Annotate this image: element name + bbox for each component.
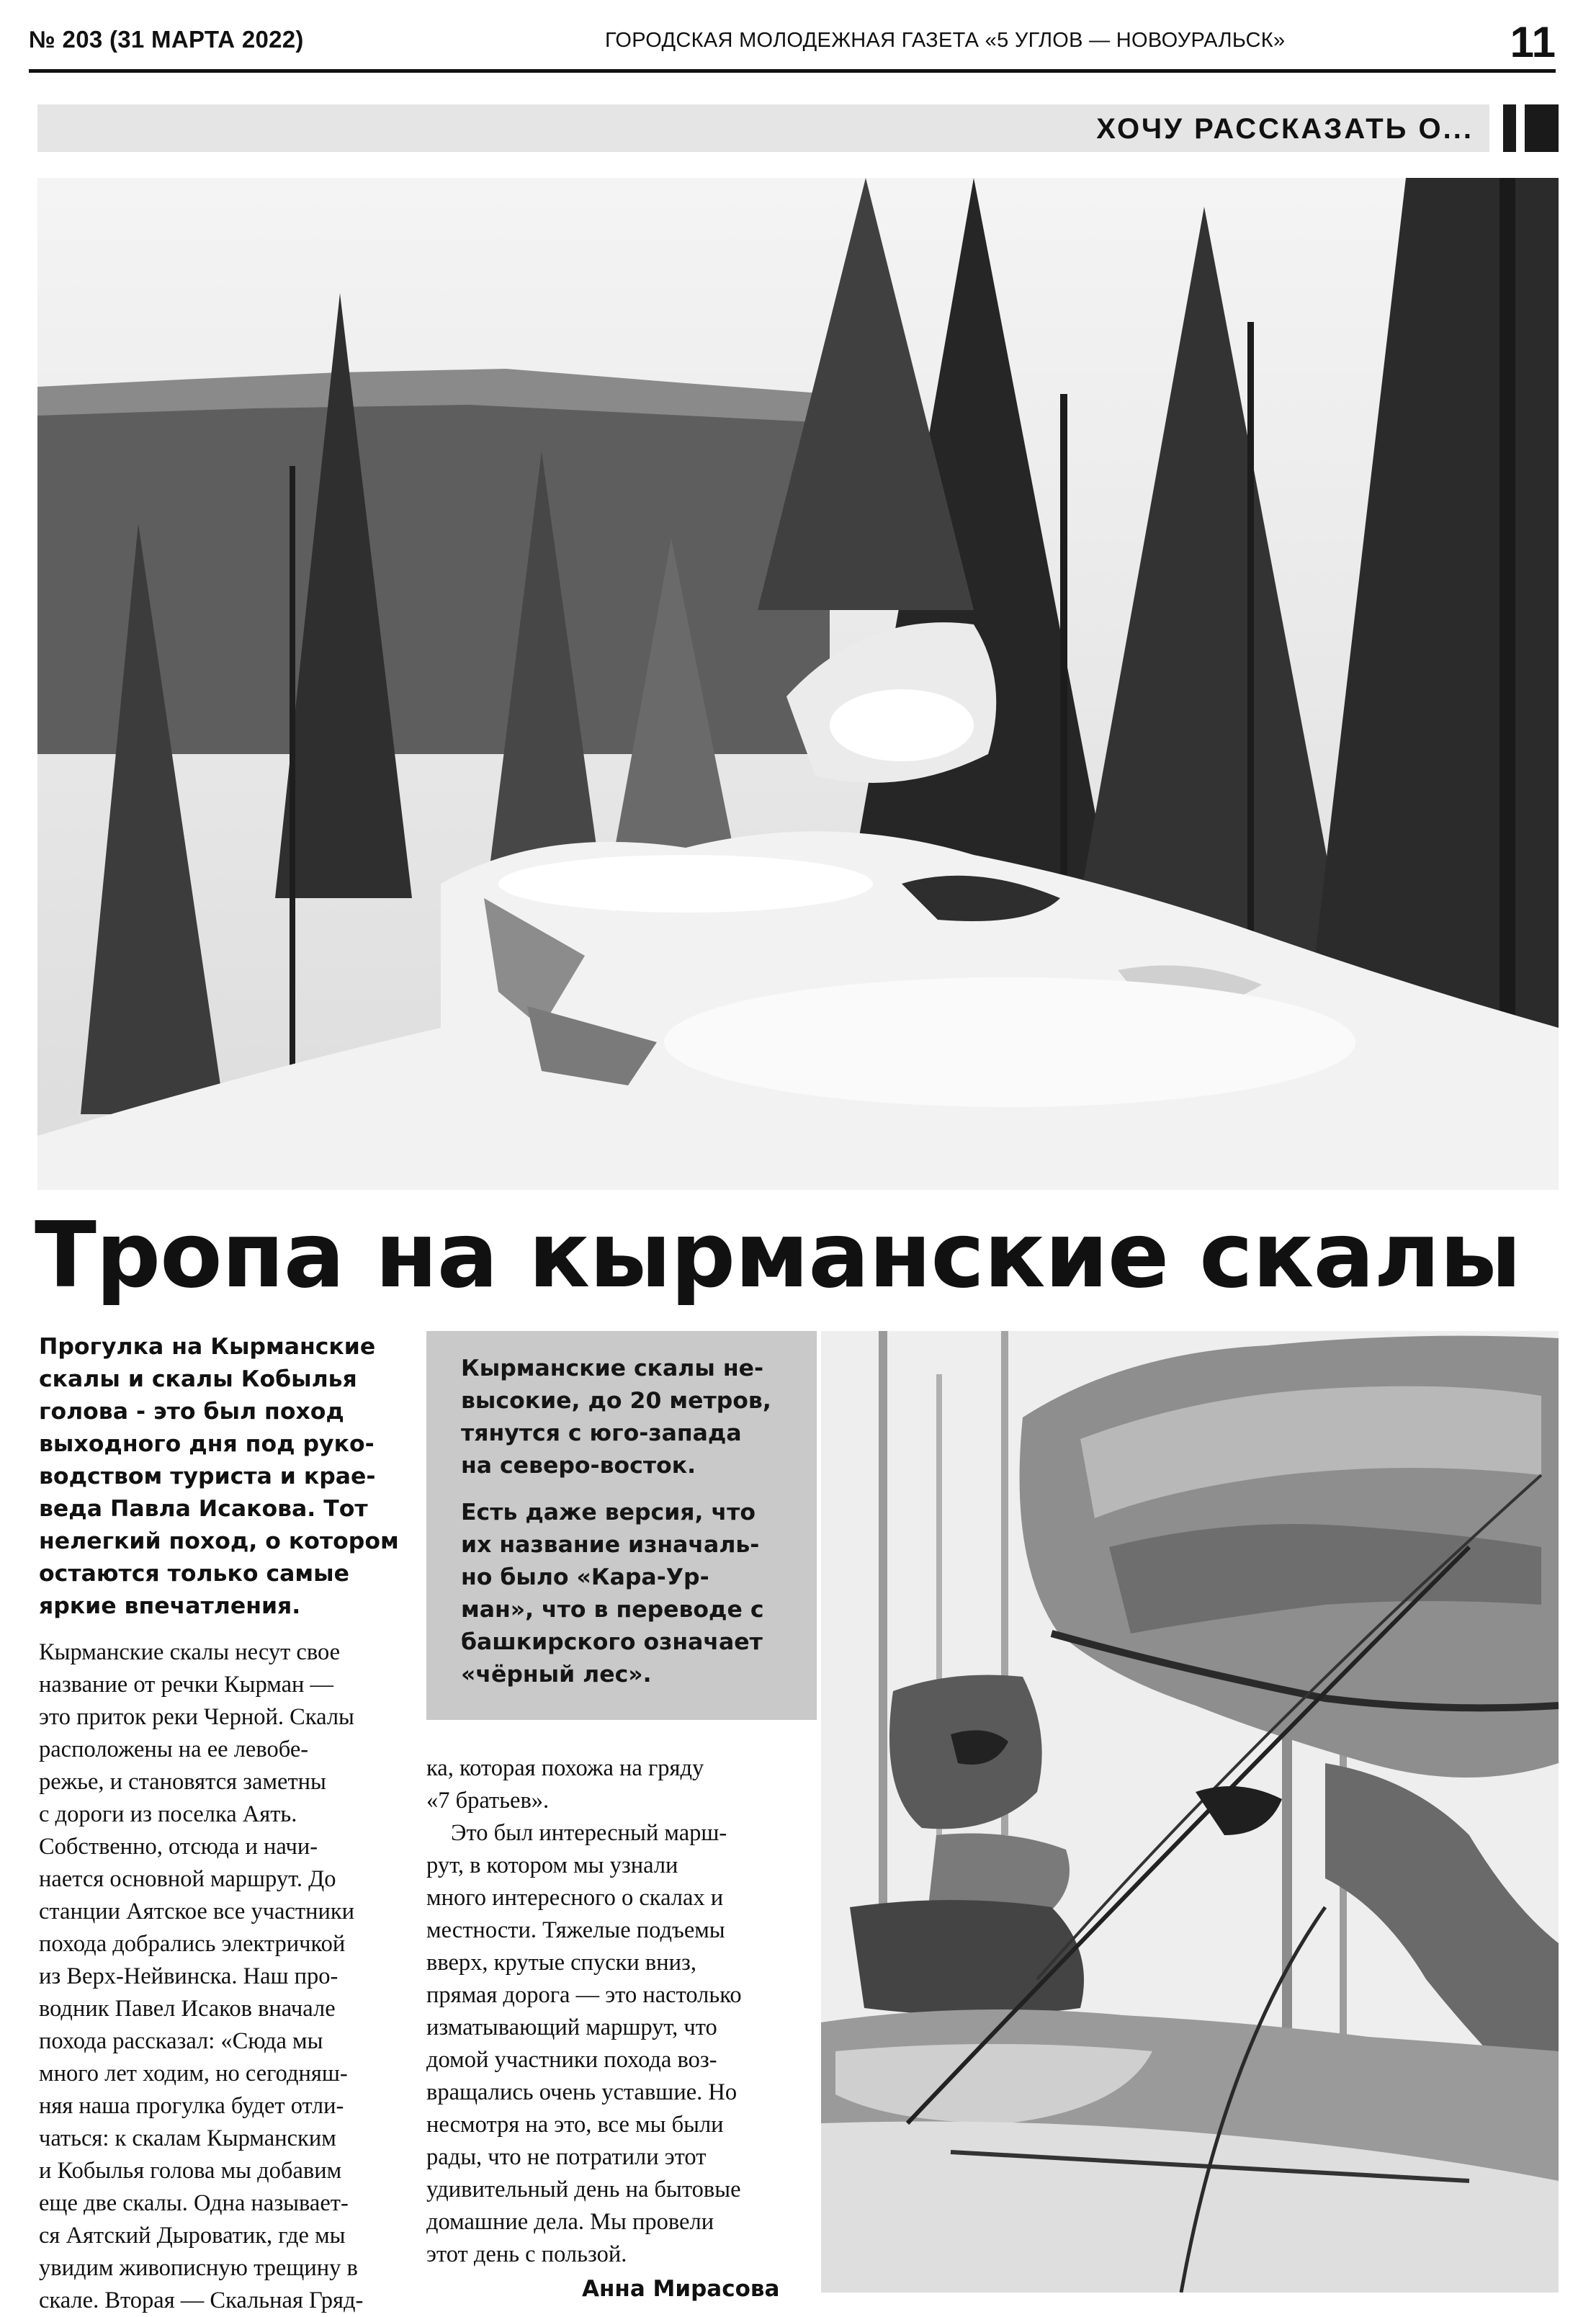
- body-line: Собственно, отсюда и начи-: [39, 1834, 318, 1860]
- rock-arch-photo: [821, 1331, 1559, 2293]
- article-lead: [39, 1331, 399, 1623]
- body-line: чаться: к скалам Кырманским: [39, 2125, 336, 2151]
- article-title: Тропа на кырманские скалы: [35, 1202, 1521, 1308]
- lead-line: яркие впечатления.: [39, 1593, 301, 1619]
- sidebar-spacer: [461, 1482, 771, 1497]
- body-line: с дороги из поселка Аять.: [39, 1801, 297, 1827]
- rubric-bar: [37, 104, 1489, 152]
- body-line: расположены на ее левобе-: [39, 1736, 309, 1762]
- body-line: ся Аятский Дыроватик, где мы: [39, 2223, 346, 2249]
- sidebar-line: ман», что в переводе с: [461, 1597, 764, 1623]
- body-line: изматывающий маршрут, что: [426, 2015, 717, 2040]
- sidebar-line: на северо-восток.: [461, 1453, 696, 1479]
- body-line: домой участники похода воз-: [426, 2047, 717, 2073]
- body-line: рады, что не потратили этот: [426, 2144, 707, 2170]
- body-line: вращались очень уставшие. Но: [426, 2079, 738, 2105]
- body-line: похода рассказал: «Сюда мы: [39, 2028, 323, 2054]
- body-line: скале. Вторая — Скальная Гряд-: [39, 2287, 364, 2313]
- sidebar-line: Есть даже версия, что: [461, 1500, 756, 1525]
- body-line: няя наша прогулка будет отли-: [39, 2093, 344, 2119]
- sidebar-text: [461, 1353, 771, 1691]
- body-line: несмотря на это, все мы были: [426, 2112, 724, 2138]
- sidebar-line: Кырманские скалы не-: [461, 1355, 764, 1381]
- body-line: рут, в котором мы узнали: [426, 1852, 678, 1878]
- sidebar-line: башкирского означает: [461, 1629, 763, 1655]
- body-line: вверх, крутые спуски вниз,: [426, 1950, 697, 1976]
- body-line: водник Павел Исаков вначале: [39, 1996, 336, 2022]
- body-line: прямая дорога — это настолько: [426, 1982, 742, 2008]
- page-number: 11: [1510, 18, 1556, 66]
- rubric-title: ХОЧУ РАССКАЗАТЬ О...: [1096, 113, 1474, 145]
- winter-forest-photo: [37, 178, 1559, 1190]
- sidebar-line: но было «Кара-Ур-: [461, 1564, 709, 1590]
- body-line: «7 братьев».: [426, 1788, 550, 1814]
- body-line: местности. Тяжелые подъемы: [426, 1917, 725, 1943]
- sidebar-line: высокие, до 20 метров,: [461, 1388, 771, 1414]
- newspaper-name: ГОРОДСКАЯ МОЛОДЕЖНАЯ ГАЗЕТА «5 УГЛОВ — НОВОУРАЛЬСК»: [605, 29, 1286, 52]
- body-line: режье, и становятся заметны: [39, 1769, 326, 1795]
- rubric-marker-thin: [1503, 104, 1516, 152]
- body-line: домашние дела. Мы провели: [426, 2209, 714, 2235]
- page-header: [29, 19, 1556, 73]
- body-line: увидим живописную трещину в: [39, 2255, 358, 2281]
- body-line: нается основной маршрут. До: [39, 1866, 336, 1892]
- sidebar-line: «чёрный лес».: [461, 1662, 652, 1688]
- body-line: из Верх-Нейвинска. Наш про-: [39, 1963, 339, 1989]
- sidebar-line: их название изначаль-: [461, 1532, 760, 1558]
- sidebar-line: тянутся с юго-запада: [461, 1420, 742, 1446]
- body-line: много интересного о скалах и: [426, 1885, 724, 1911]
- sidebar-quote: [426, 1331, 817, 1720]
- body-line: этот день с пользой.: [426, 2241, 627, 2267]
- body-line: Кырманские скалы несут свое: [39, 1639, 341, 1665]
- body-line: ка, которая похожа на гряду: [426, 1755, 704, 1781]
- body-line: удивительный день на бытовые: [426, 2177, 741, 2202]
- body-line: это приток реки Черной. Скалы: [39, 1704, 354, 1730]
- lead-line: скалы и скалы Кобылья: [39, 1366, 357, 1392]
- lead-line: выходного дня под руко-: [39, 1431, 375, 1457]
- body-line: еще две скалы. Одна называет-: [39, 2190, 349, 2216]
- body-line: и Кобылья голова мы добавим: [39, 2158, 342, 2184]
- body-line: много лет ходим, но сегодняш-: [39, 2061, 348, 2087]
- issue-info: № 203 (31 МАРТА 2022): [29, 26, 304, 53]
- body-column-2: [426, 1752, 794, 2271]
- rubric-marker-thick: [1525, 104, 1559, 152]
- lead-line: остаются только самые: [39, 1561, 349, 1587]
- lead-line: нелегкий поход, о котором: [39, 1528, 399, 1554]
- body-line: станции Аятское все участники: [39, 1899, 355, 1924]
- body-line: Это был интересный марш-: [451, 1820, 727, 1846]
- lead-line: водством туриста и крае-: [39, 1464, 376, 1489]
- lead-line: Прогулка на Кырманские: [39, 1334, 376, 1360]
- body-column-1: [39, 1636, 399, 2317]
- body-line: похода добрались электричкой: [39, 1931, 346, 1957]
- lead-line: веда Павла Исакова. Тот: [39, 1496, 368, 1522]
- lead-line: голова - это был поход: [39, 1399, 344, 1425]
- body-line: название от речки Кырман —: [39, 1672, 334, 1698]
- article-author: Анна Мирасова: [582, 2276, 780, 2302]
